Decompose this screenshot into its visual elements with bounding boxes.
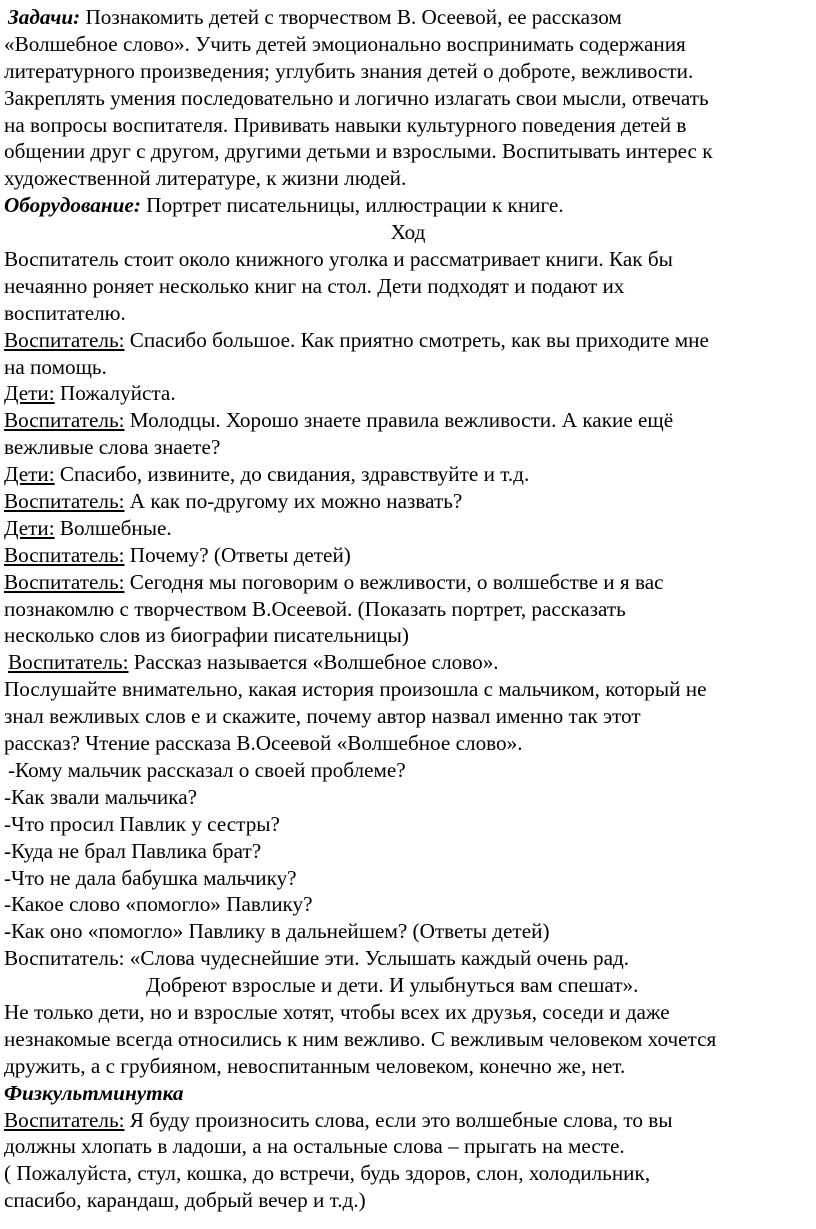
teacher-label: Воспитатель:	[8, 650, 129, 675]
teacher-label: Воспитатель:	[4, 569, 125, 594]
phys-minute-heading: Физкультминутка	[4, 1080, 184, 1105]
dialogue-line	[4, 649, 812, 676]
equipment-line	[4, 192, 812, 219]
text-line: должны хлопать в ладоши, а на остальные слова – прыгать на месте.	[4, 1134, 625, 1159]
text-line: на вопросы воспитателя. Прививать навыки культурного поведения детей в	[4, 112, 687, 137]
equipment-label: Оборудование:	[4, 193, 141, 218]
question-line: -Что просил Павлик у сестры?	[4, 811, 280, 836]
text-line: общении друг с другом, другими детьми и взрослыми. Воспитывать интерес к	[4, 139, 713, 164]
dialogue-line	[4, 488, 812, 515]
teacher-label: Воспитатель:	[4, 1107, 125, 1132]
text-line: Спасибо, извините, до свидания, здравствуйте и т.д.	[54, 462, 530, 487]
poem-line: Воспитатель: «Слова чудеснейшие эти. Услышать каждый очень рад.	[4, 946, 630, 971]
tasks-line	[4, 4, 812, 31]
text-line: вежливые слова знаете?	[4, 435, 221, 460]
text-line: Закреплять умения последовательно и логично излагать свои мысли, отвечать	[4, 85, 709, 110]
text-line: Молодцы. Хорошо знаете правила вежливости. А какие ещё	[124, 408, 674, 433]
dialogue-line	[4, 542, 812, 569]
text-line: Рассказ называется «Волшебное слово».	[128, 650, 499, 675]
text-line: Сегодня мы поговорим о вежливости, о волшебстве и я вас	[124, 569, 664, 594]
poem-line: Добреют взрослые и дети. И улыбнуться вам спешат».	[146, 973, 639, 998]
dialogue-line	[4, 407, 812, 434]
question-line: -Куда не брал Павлика брат?	[4, 838, 262, 863]
text-line: дружить, а с грубияном, невоспитанным человеком, конечно же, нет.	[4, 1053, 626, 1078]
dialogue-line	[4, 461, 812, 488]
question-line: -Что не дала бабушка мальчику?	[4, 865, 297, 890]
text-line: нечаянно роняет несколько книг на стол. Дети подходят и подают их	[4, 273, 625, 298]
text-line: Воспитатель стоит около книжного уголка и рассматривает книги. Как бы	[4, 247, 673, 272]
dialogue-line	[4, 1107, 812, 1134]
question-line: -Как оно «помогло» Павлику в дальнейшем? (Ответы детей)	[4, 919, 550, 944]
children-label: Дети:	[4, 462, 55, 487]
text-line: рассказ? Чтение рассказа В.Осеевой «Волшебное слово».	[4, 731, 523, 756]
text-line: А как по-другому их можно назвать?	[124, 489, 463, 514]
text-line: незнакомые всегда относились к ним вежливо. С вежливым человеком хочется	[4, 1026, 717, 1051]
children-label: Дети:	[4, 515, 55, 540]
text-line: познакомлю с творчеством В.Осеевой. (Показать портрет, рассказать	[4, 596, 626, 621]
tasks-label: Задачи:	[8, 5, 81, 29]
text-line: Волшебные.	[54, 515, 172, 540]
dialogue-line	[4, 569, 812, 596]
text-line: спасибо, карандаш, добрый вечер и т.д.)	[4, 1188, 366, 1213]
teacher-label: Воспитатель:	[4, 408, 125, 433]
text-line: художественной литературе, к жизни людей.	[4, 166, 407, 191]
question-line: -Какое слово «помогло» Павлику?	[4, 892, 313, 917]
text-line: Не только дети, но и взрослые хотят, чтобы всех их друзья, соседи и даже	[4, 999, 670, 1024]
text-line: Познакомить детей с творчеством В. Осеевой, ее рассказом	[80, 5, 622, 29]
text-line: знал вежливых слов е и скажите, почему автор назвал именно так этот	[4, 704, 641, 729]
text-line: на помощь.	[4, 354, 107, 379]
text-line: несколько слов из биографии писательницы)	[4, 623, 409, 648]
dialogue-line	[4, 327, 812, 354]
text-line: литературного произведения; углубить знания детей о доброте, вежливости.	[4, 58, 694, 83]
teacher-label: Воспитатель:	[4, 489, 125, 514]
text-line: воспитателю.	[4, 300, 126, 325]
teacher-label: Воспитатель:	[4, 327, 125, 352]
text-line: Спасибо большое. Как приятно смотреть, как вы приходите мне	[124, 327, 709, 352]
text-line: Я буду произносить слова, если это волшебные слова, то вы	[124, 1107, 673, 1132]
question-line: -Кому мальчик рассказал о своей проблеме?	[8, 757, 406, 782]
text-line: Пожалуйста.	[54, 381, 176, 406]
dialogue-line	[4, 380, 812, 407]
dialogue-line	[4, 515, 812, 542]
question-line: -Как звали мальчика?	[4, 784, 198, 809]
section-heading: Ход	[390, 220, 426, 245]
teacher-label: Воспитатель:	[4, 542, 125, 567]
text-line: Послушайте внимательно, какая история произошла с мальчиком, который не	[4, 677, 707, 702]
text-line: ( Пожалуйста, стул, кошка, до встречи, будь здоров, слон, холодильник,	[4, 1161, 651, 1186]
children-label: Дети:	[4, 381, 55, 406]
text-line: Почему? (Ответы детей)	[124, 542, 351, 567]
text-line: «Волшебное слово». Учить детей эмоционально воспринимать содержания	[4, 31, 686, 56]
text-line: Портрет писательницы, иллюстрации к книге.	[140, 193, 564, 218]
